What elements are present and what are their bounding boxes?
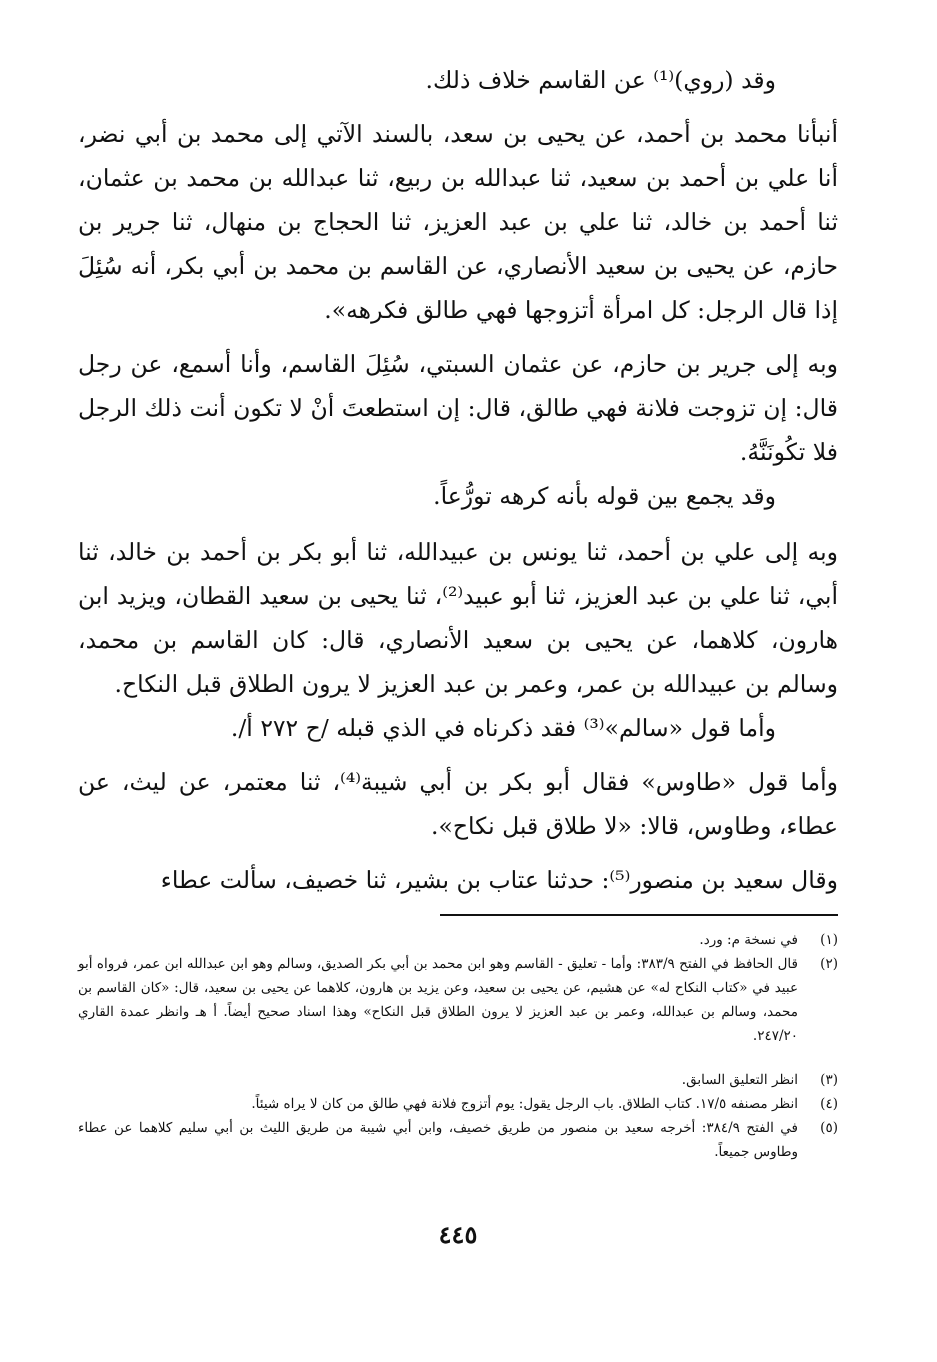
book-page: [78, 58, 838, 1348]
paragraph-5: وبه إلى علي بن أحمد، ثنا يونس بن عبيدالله، ثنا أبو بكر بن أحمد بن خالد، ثنا أبي، ثنا علي بن عبد العزيز، ثنا أبو عبيد⁽²⁾، ثنا يحيى بن سعيد القطان، ويزيد ابن هارون، كلاهما، عن يحيى بن سعيد الأنصاري، قال: كان القاسم بن محمد، وسالم بن عبيدالله بن عمر، وعمر بن عبد العزيز لا يرون الطلاق قبل النكاح.: [78, 538, 838, 698]
footnote-text: انظر مصنفه ١٧/٥. كتاب الطلاق. باب الرجل يقول: يوم أتزوج فلانة فهي طالق من كان لا يراه شيئاً.: [251, 1096, 798, 1112]
footnotes: [78, 928, 838, 1164]
footnote-2: [78, 952, 838, 1048]
paragraph-4: وقد يجمع بين قوله بأنه كرهه تورُّعاً.: [433, 482, 776, 510]
page-number: ٤٤٥: [438, 1220, 478, 1249]
footnote-1: [78, 928, 838, 952]
footnote-3: [78, 1068, 838, 1092]
footnote-text: في الفتح ٣٨٤/٩: أخرجه سعيد بن منصور من طريق خصيف، وابن أبي شيبة من طريق الليث بن أبي سليم كلاهما عن عطاء وطاوس جميعاً.: [78, 1120, 798, 1160]
footnote-5: [78, 1116, 838, 1164]
footnote-text: انظر التعليق السابق.: [681, 1072, 798, 1088]
paragraph-1: وقد (روي)⁽¹⁾ عن القاسم خلاف ذلك.: [425, 66, 776, 94]
paragraph-3: وبه إلى جرير بن حازم، عن عثمان السبتي، سُئِلَ القاسم، وأنا أسمع، عن رجل قال: إن تزوجت فلانة فهي طالق، قال: إن استطعتَ أنْ لا تكون أنت ذلك الرجل فلا تكُونَنَّهُ.: [78, 350, 838, 466]
paragraph-6: وأما قول «سالم»⁽³⁾ فقد ذكرناه في الذي قبله /ح ٢٧٢ أ/.: [230, 714, 776, 742]
footnote-text: قال الحافظ في الفتح ٣٨٣/٩: وأما - تعليق - القاسم وهو ابن محمد بن أبي بكر الصديق، وسالم وهو ابن عبدالله ابن عمر، فرواه أبو عبيد في «كتاب النكاح له» عن هشيم، عن يحيى بن سعيد، وعن يزيد بن هارون، كلاهما عن يحيى بن سعيد، قال: «كان القاسم بن محمد، وسالم بن عبدالله، وعمر بن عبد العزيز لا يرون الطلاق قبل النكاح» وهذا اسناد صحيح أيضاً. أ هـ وانظر عمدة القاري ٢٤٧/٢٠.: [78, 956, 798, 1044]
footnote-separator: [440, 914, 838, 916]
paragraph-8: وقال سعيد بن منصور⁽⁵⁾: حدثنا عتاب بن بشير، ثنا خصيف، سألت عطاء: [160, 866, 838, 894]
footnote-text: في نسخة م: ورد.: [699, 932, 798, 948]
footnote-number: (٤): [820, 1096, 838, 1112]
footnote-number: (٣): [820, 1072, 838, 1088]
footnote-number: (٢): [820, 956, 838, 972]
main-text: [78, 58, 838, 902]
paragraph-2: أنبأنا محمد بن أحمد، عن يحيى بن سعد، بالسند الآتي إلى محمد بن أبي نضر، أنا علي بن أحمد بن سعيد، ثنا عبدالله بن ربيع، ثنا عبدالله بن محمد بن عثمان، ثنا أحمد بن خالد، ثنا علي بن عبد العزيز، ثنا الحجاج بن منهال، ثنا جرير بن حازم، عن يحيى بن سعيد الأنصاري، عن القاسم بن محمد بن أبي بكر، أنه سُئِلَ إذا قال الرجل: كل امرأة أتزوجها فهي طالق فكرهه».: [78, 120, 838, 324]
footnote-4: [78, 1092, 838, 1116]
footnote-number: (١): [820, 932, 838, 948]
footnote-number: (٥): [820, 1120, 838, 1136]
paragraph-7: وأما قول «طاوس» فقال أبو بكر بن أبي شيبة⁽⁴⁾، ثنا معتمر، عن ليث، عن عطاء، وطاوس، قالا: «لا طلاق قبل نكاح».: [78, 768, 838, 840]
